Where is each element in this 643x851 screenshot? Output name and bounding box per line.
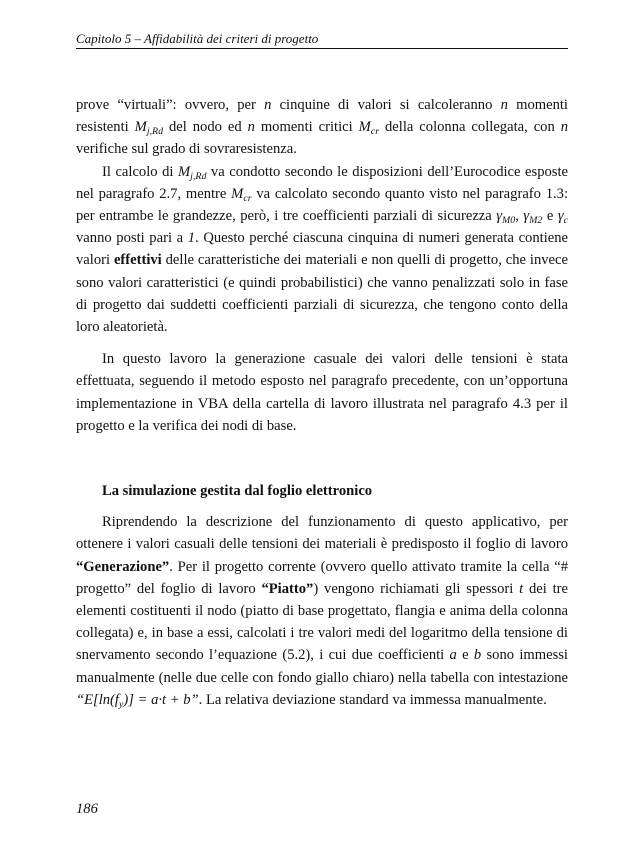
paragraph-4: Riprendendo la descrizione del funzionamento di questo applicativo, per ottenere i valori casuali delle tensioni dei materiali è predisposto il foglio di lavoro “Generazione”. Per il progetto corrente (ovvero quello attivato tramite la cella “# progetto” del foglio di lavoro “Piatto”) vengono richiamati gli spessori t dei tre elementi costituenti il nodo (piatto di base progettato, flangia e anima della colonna collegata) e, in base a essi, calcolati i tre valori medi del logaritmo della tensione di snervamento secondo l’equazione (5.2), i cui due coefficienti a e b sono immessi manualmente (nelle due celle con fondo giallo chiaro) nella tabella con intestazione “$E[\ln(f_y)] = a\cdot t + b$”. La relativa deviazione standard va immessa manualmente. bbox=[76, 514, 568, 710]
paragraph-1: prove “virtuali”: ovvero, per n cinquine di valori si calcoleranno n momenti resistenti $M_{j,Rd}$ del nodo ed n momenti critici $M_{cr}$ della colonna collegata, con n verifiche sul grado di sovraresistenza. bbox=[76, 97, 568, 158]
section-heading: La simulazione gestita dal foglio elettronico bbox=[102, 483, 373, 500]
paragraph-2: Il calcolo di $M_{j,Rd}$ va condotto secondo le disposizioni dell’Eurocodice esposte nel paragrafo 2.7, mentre $M_{cr}$ va calcolato secondo quanto visto nel paragrafo 1.3: per entrambe le grandezze, però, i tre coefficienti parziali di sicurezza $\gamma_{M0}$, $\gamma_{M2}$ e $\gamma_c$ vanno posti pari a 1. Questo perché ciascuna cinquina di numeri generata contiene valori effettivi delle caratteristiche dei materiali e non quelli di progetto, che invece sono valori caratteristici (e quindi probabilistici) che vanno penalizzati solo in fase di progetto dai suddetti coefficienti parziali di sicurezza, che tengono conto della loro aleatorietà. bbox=[76, 163, 569, 336]
page-number: 186 bbox=[76, 801, 98, 817]
paragraph-3: In questo lavoro la generazione casuale dei valori delle tensioni è stata effettuata, seguendo il metodo esposto nel paragrafo precedente, con un’opportuna implementazione in VBA della cartella di lavoro illustrata nel paragrafo 4.3 per il progetto e la verifica dei nodi di base. bbox=[76, 351, 568, 434]
running-header: Capitolo 5 – Affidabilità dei criteri di progetto bbox=[76, 32, 568, 49]
body-text bbox=[76, 94, 568, 711]
